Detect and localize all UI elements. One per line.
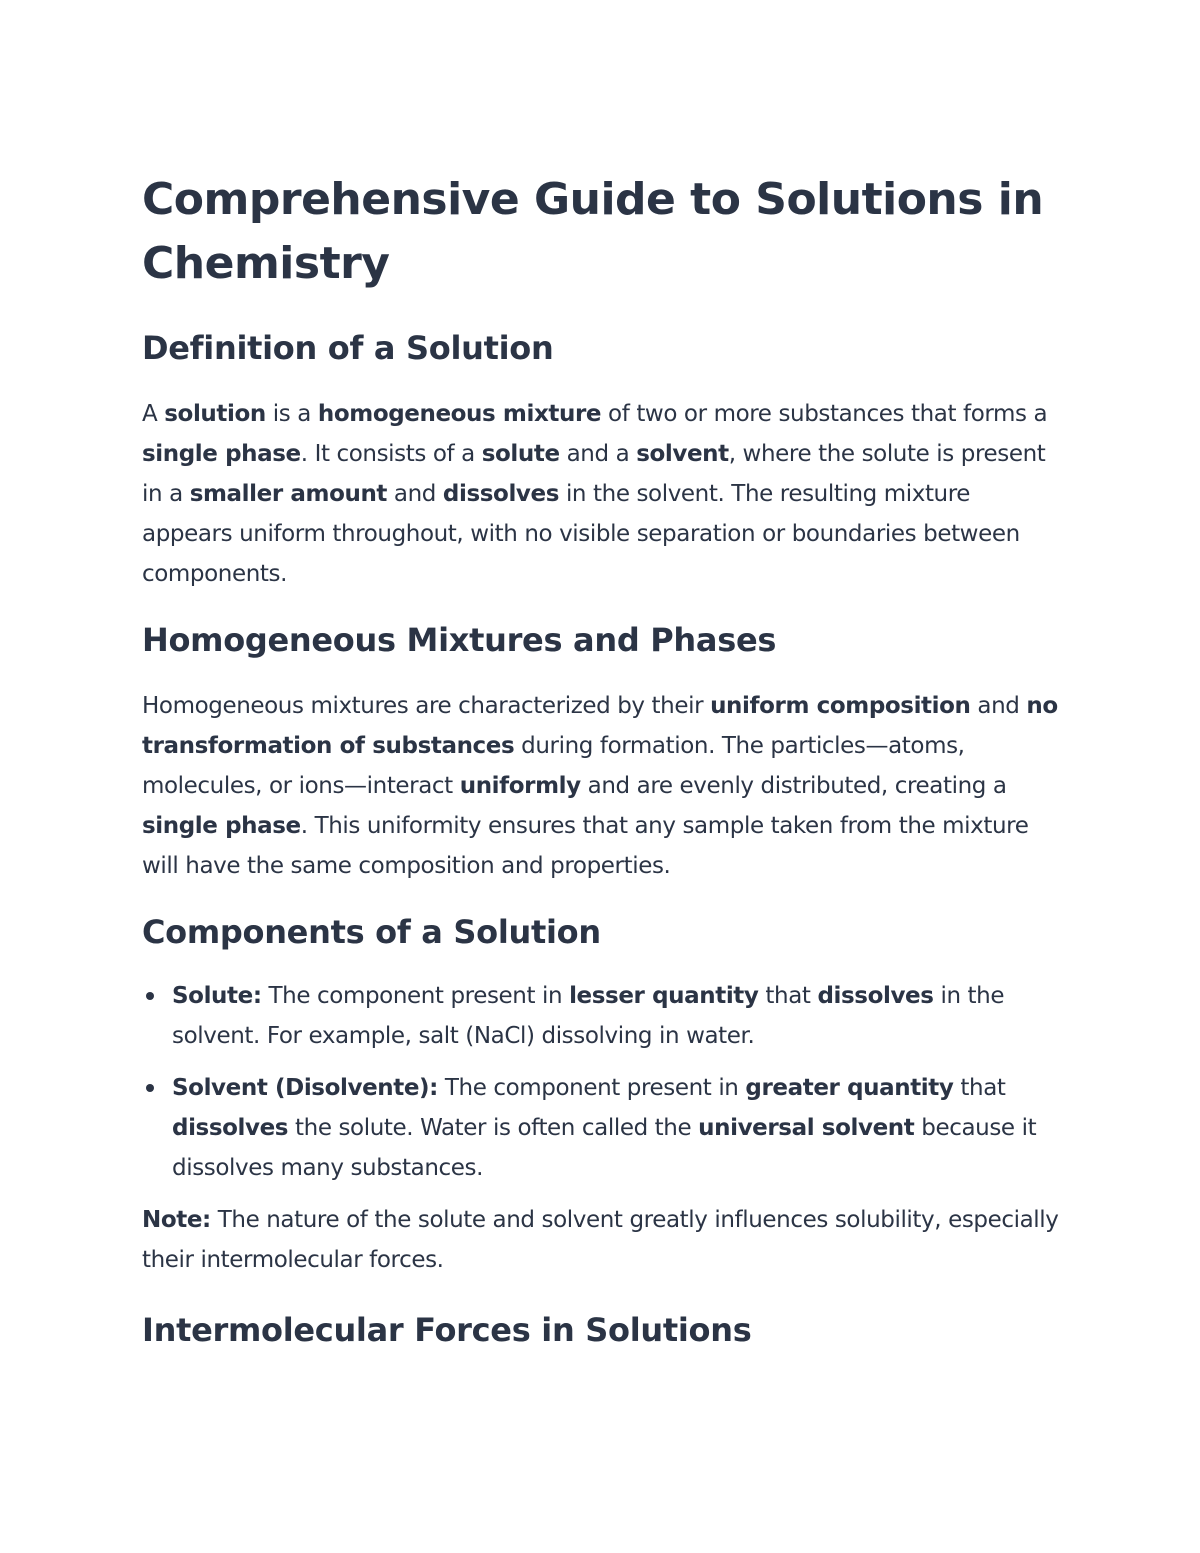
text: and: [970, 693, 1027, 719]
note-paragraph: [142, 1200, 1060, 1280]
text: and: [387, 481, 443, 507]
note-label: Note:: [142, 1207, 211, 1233]
components-list: [142, 976, 1060, 1188]
heading-homogeneous: Homogeneous Mixtures and Phases: [142, 621, 777, 659]
note-text: The nature of the solute and solvent greatly influences solubility, especially their intermolecular forces.: [142, 1207, 1059, 1273]
text: that: [953, 1075, 1006, 1101]
term-solvent: solvent: [636, 441, 729, 467]
term-lesser-quantity: lesser quantity: [569, 983, 759, 1009]
text: in the solvent. For example, salt (NaCl) dissolving in water.: [172, 983, 1005, 1049]
text: . This uniformity ensures that any sample taken from the mixture will have the same composition and properties.: [142, 813, 1029, 879]
text: and a: [559, 441, 637, 467]
bullet-icon: [146, 1084, 154, 1092]
text: because it dissolves many substances.: [172, 1115, 1037, 1181]
text: , where the solute is present in a: [142, 441, 1046, 507]
term-solvent-label: Solvent (Disolvente):: [172, 1075, 438, 1101]
text: of two or more substances that forms a: [601, 401, 1048, 427]
text: the solute. Water is often called the: [288, 1115, 699, 1141]
heading-forces: Intermolecular Forces in Solutions: [142, 1311, 752, 1349]
bullet-icon: [146, 992, 154, 1000]
list-item-solvent: [172, 1068, 1060, 1188]
term-smaller-amount: smaller amount: [189, 481, 388, 507]
paragraph-homogeneous: [142, 686, 1060, 886]
term-single-phase: single phase: [142, 813, 301, 839]
term-single-phase: single phase: [142, 441, 301, 467]
list-item-solute: [172, 976, 1060, 1056]
heading-components: Components of a Solution: [142, 913, 601, 951]
page-title: Comprehensive Guide to Solutions in Chemistry: [142, 174, 1044, 289]
term-solute: solute: [481, 441, 560, 467]
paragraph-definition: [142, 394, 1060, 594]
term-dissolves: dissolves: [817, 983, 934, 1009]
text: A: [142, 401, 165, 427]
text: The component present in: [261, 983, 570, 1009]
term-dissolves: dissolves: [442, 481, 560, 507]
term-uniform-composition: uniform composition: [710, 693, 971, 719]
text: during formation. The particles—atoms, molecules, or ions—interact: [142, 733, 965, 799]
heading-definition: Definition of a Solution: [142, 329, 554, 367]
term-uniformly: uniformly: [459, 773, 581, 799]
term-homogeneous-mixture: homogeneous mixture: [317, 401, 602, 427]
text: . It consists of a: [300, 441, 482, 467]
text: that: [758, 983, 818, 1009]
term-no-transformation: no transformation of substances: [142, 693, 1058, 759]
text: The component present in: [437, 1075, 746, 1101]
text: in the solvent. The resulting mixture appears uniform throughout, with no visible separation or boundaries between components.: [142, 481, 1020, 587]
text: is a: [265, 401, 318, 427]
term-dissolves: dissolves: [172, 1115, 289, 1141]
term-universal-solvent: universal solvent: [698, 1115, 915, 1141]
term-solute-label: Solute:: [172, 983, 262, 1009]
text: and are evenly distributed, creating a: [580, 773, 1007, 799]
term-solution: solution: [164, 401, 266, 427]
text: Homogeneous mixtures are characterized by their: [142, 693, 711, 719]
term-greater-quantity: greater quantity: [745, 1075, 954, 1101]
